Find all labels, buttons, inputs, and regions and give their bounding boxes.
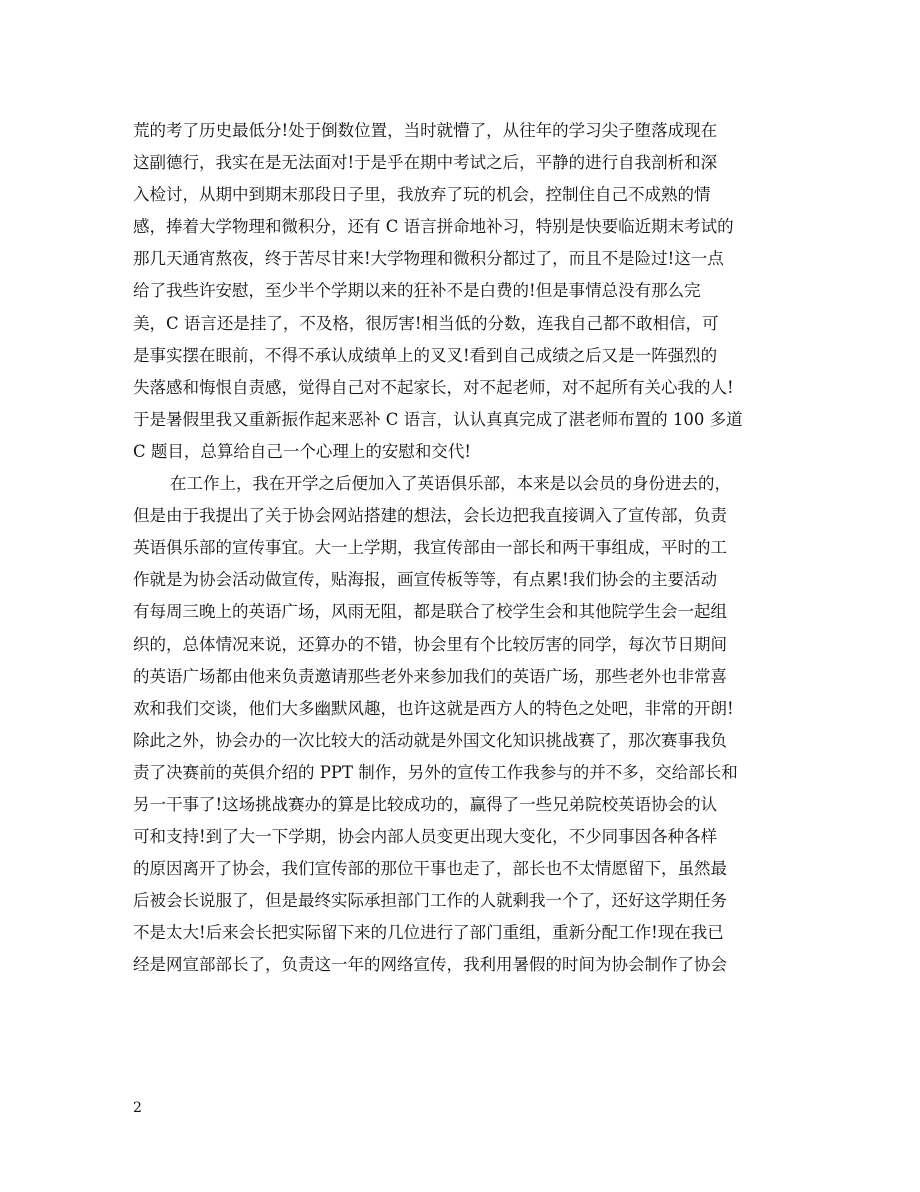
text-line: 后被会长说服了，但是最终实际承担部门工作的人就剩我一个了，还好这学期任务 — [133, 891, 727, 911]
text-line: 可和支持!到了大一下学期，协会内部人员变更出现大变化，不少同事因各种各样 — [133, 827, 718, 847]
text-line: 的英语广场都由他来负责邀请那些老外来参加我们的英语广场，那些老外也非常喜 — [133, 666, 727, 686]
text-line: 感，捧着大学物理和微积分，还有 C 语言拼命地补习，特别是快要临近期末考试的 — [133, 217, 734, 237]
text-line: 失落感和悔恨自责感，觉得自己对不起家长，对不起老师，对不起所有关心我的人! — [133, 377, 734, 397]
text-line: 责了决赛前的英俱介绍的 PPT 制作，另外的宣传工作我参与的并不多，交给部长和 — [133, 762, 738, 782]
text-line: 在工作上，我在开学之后便加入了英语俱乐部，本来是以会员的身份进去的， — [170, 474, 731, 494]
text-line: 荒的考了历史最低分!处于倒数位置，当时就懵了，从往年的学习尖子堕落成现在 — [133, 121, 718, 140]
text-line: 织的，总体情况来说，还算办的不错，协会里有个比较厉害的同学，每次节日期间 — [133, 634, 727, 654]
text-line: 有每周三晚上的英语广场，风雨无阻，都是联合了校学生会和其他院学生会一起组 — [133, 602, 727, 622]
text-line: 那几天通宵熬夜，终于苦尽甘来!大学物理和微积分都过了，而且不是险过!这一点 — [133, 249, 724, 269]
text-line: C 题目，总算给自己一个心理上的安慰和交代! — [133, 441, 472, 461]
body-text — [133, 115, 813, 982]
text-line: 另一干事了!这场挑战赛办的算是比较成功的，赢得了一些兄弟院校英语协会的认 — [133, 794, 718, 814]
text-line: 是事实摆在眼前，不得不承认成绩单上的叉叉!看到自己成绩之后又是一阵强烈的 — [133, 345, 718, 365]
text-line: 不是太大!后来会长把实际留下来的几位进行了部门重组，重新分配工作!现在我已 — [133, 923, 724, 943]
text-line: 英语俱乐部的宣传事宜。大一上学期，我宣传部由一部长和两干事组成，平时的工 — [133, 538, 727, 558]
text-line: 给了我些许安慰，至少半个学期以来的狂补不是白费的!但是事情总没有那么完 — [133, 281, 701, 301]
text-line: 欢和我们交谈，他们大多幽默风趣，也许这就是西方人的特色之处吧，非常的开朗! — [133, 698, 734, 718]
text-line: 经是网宣部部长了，负责这一年的网络宣传，我利用暑假的时间为协会制作了协会 — [133, 955, 727, 975]
page-number: 2 — [133, 1100, 142, 1116]
text-line: 作就是为协会活动做宣传，贴海报，画宣传板等等，有点累!我们协会的主要活动 — [133, 570, 718, 590]
text-line: 美，C 语言还是挂了，不及格，很厉害!相当低的分数，连我自己都不敢相信，可 — [133, 313, 719, 333]
text-line: 除此之外，协会办的一次比较大的活动就是外国文化知识挑战赛了，那次赛事我负 — [133, 730, 727, 750]
text-line: 但是由于我提出了关于协会网站搭建的想法，会长边把我直接调入了宣传部，负责 — [133, 506, 727, 526]
text-line: 这副德行，我实在是无法面对!于是乎在期中考试之后，平静的进行自我剖析和深 — [133, 153, 718, 173]
text-line: 于是暑假里我又重新振作起来恶补 C 语言，认认真真完成了湛老师布置的 100 多道 — [133, 409, 743, 429]
text-line: 的原因离开了协会，我们宣传部的那位干事也走了，部长也不太情愿留下，虽然最 — [133, 859, 727, 879]
text-line: 入检讨，从期中到期末那段日子里，我放弃了玩的机会，控制住自己不成熟的情 — [133, 185, 711, 205]
